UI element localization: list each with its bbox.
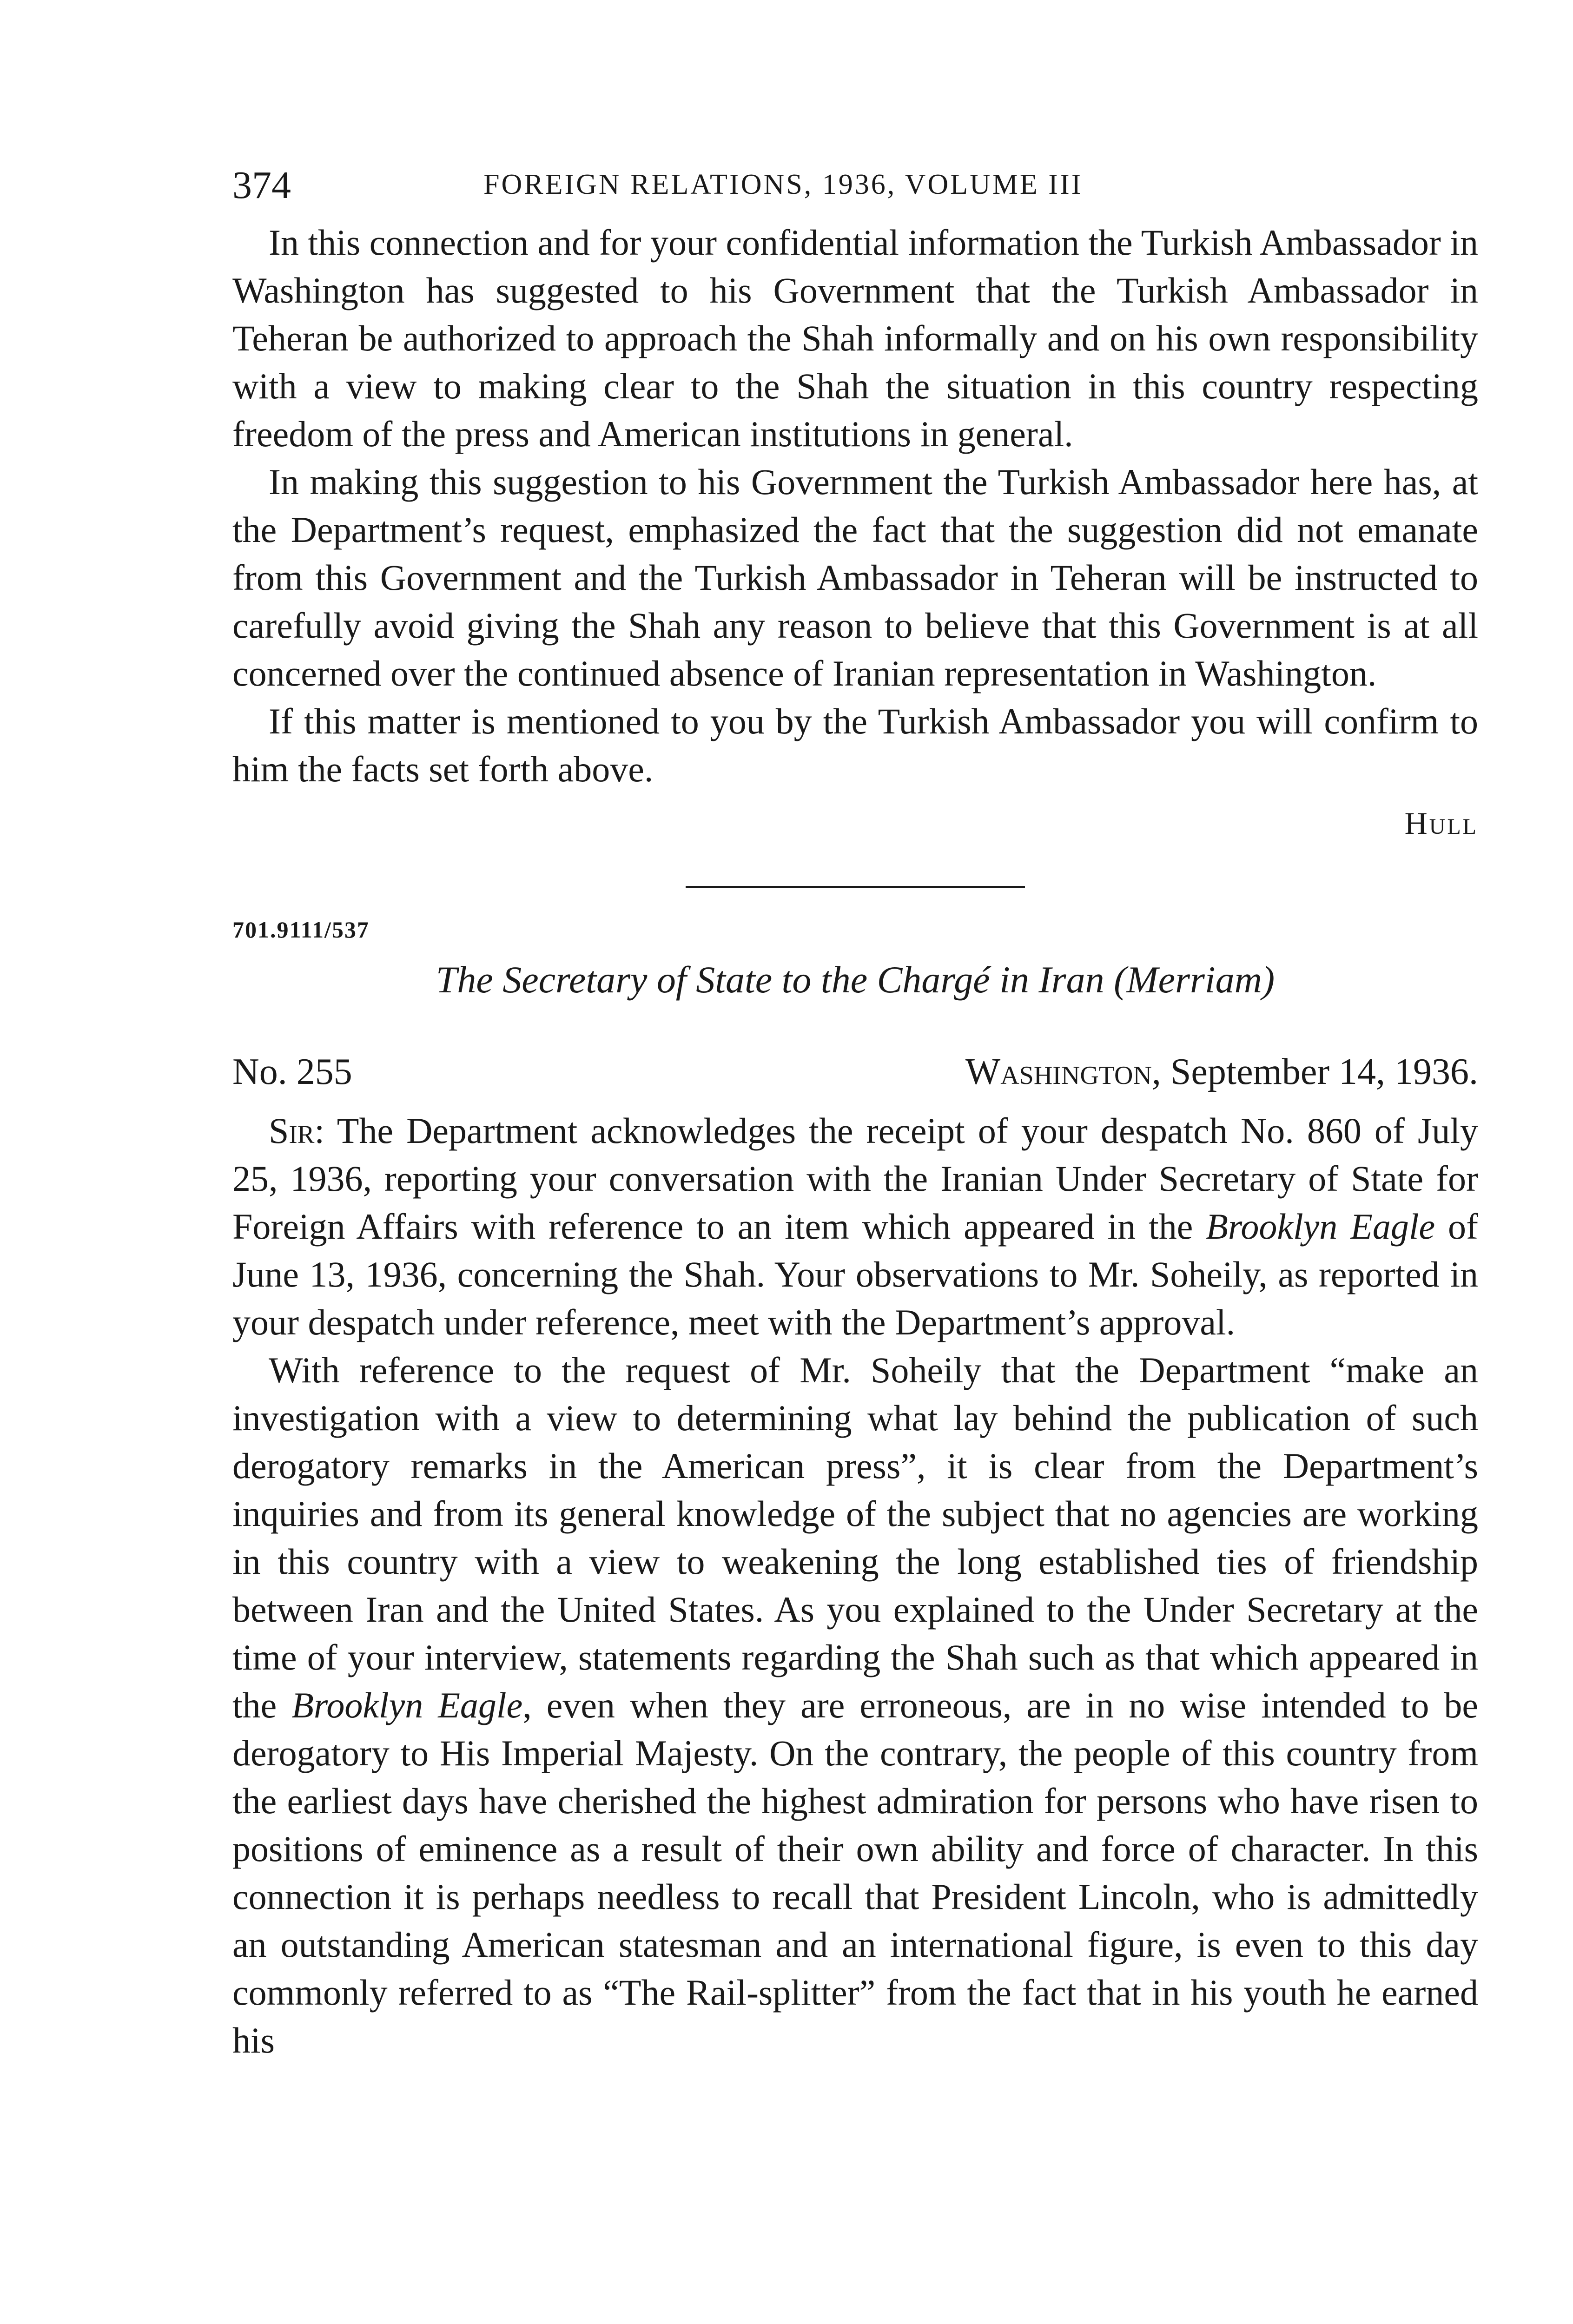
dateline: [232, 1051, 1478, 1107]
newspaper-name: Brooklyn Eagle: [291, 1685, 523, 1725]
paragraph: If this matter is mentioned to you by the Turkish Ambassador you will confirm to him the facts set forth above.: [232, 701, 1478, 789]
despatch-number: No. 255: [232, 1051, 352, 1092]
page: [232, 163, 1478, 2064]
running-head: [232, 163, 1478, 218]
paragraph: In making this suggestion to his Government the Turkish Ambassador here has, at the Department’s request, emphasized the fact that the suggestion did not emanate from this Government and the Turkish Ambassador in Teheran will be instructed to carefully avoid giving the Shah any reason to believe that this Government is at all concerned over the continued absence of Iranian representation in Washington.: [232, 462, 1478, 693]
place: Washington: [965, 1051, 1152, 1092]
file-number: 701.9111/537: [232, 917, 370, 943]
place-and-date: [965, 1051, 1478, 1093]
signature: Hull: [1404, 805, 1478, 841]
paragraph: [232, 1107, 1478, 1346]
paragraph-text: The Department acknowledges the receipt of your despatch No. 860 of July 25, 1936, reporting your conversation with the Iranian Under Secretary of State for Foreign Affairs with reference to an item which appeared in the: [232, 1110, 1478, 1247]
paragraph: In this connection and for your confidential information the Turkish Ambassador in Washington has suggested to his Government that the Turkish Ambassador in Teheran be authorized to approach the Shah informally and on his own responsibility with a view to making clear to the Shah the situation in this country respecting freedom of the press and American institutions in general.: [232, 222, 1478, 454]
running-title: FOREIGN RELATIONS, 1936, VOLUME III: [483, 169, 1083, 200]
first-document: [232, 218, 1478, 849]
paragraph-text: , even when they are erroneous, are in no wise intended to be derogatory to His Imperial Majesty. On the contrary, the people of this country from the earliest days have cherished the highest admiration for persons who have risen to positions of eminence as a result of their own ability and force of character. In this connection it is perhaps needless to recall that President Lincoln, who is admittedly an outstanding American statesman and an international figure, is even to this day commonly referred to as “The Rail-splitter” from the fact that in his youth he earned his: [232, 1685, 1478, 2060]
page-number: 374: [232, 164, 291, 207]
salutation: Sir:: [269, 1110, 325, 1151]
second-document: [232, 916, 1478, 2064]
date: , September 14, 1936.: [1151, 1051, 1478, 1092]
paragraph-text: of June 13, 1936, concerning the Shah. Your observations to Mr. Soheily, as reported in your despatch under reference, meet with the Department’s approval.: [232, 1206, 1478, 1342]
section-divider: [686, 886, 1025, 888]
paragraph: [232, 1346, 1478, 2064]
document-title: The Secretary of State to the Chargé in Iran (Merriam): [436, 958, 1275, 1001]
paragraph-text: With reference to the request of Mr. Soheily that the Department “make an investigation with a view to determining what lay behind the publication of such derogatory remarks in the American press”, it is clear from the Department’s inquiries and from its general knowledge of the subject that no agencies are working in this country with a view to weakening the long established ties of friendship between Iran and the United States. As you explained to the Under Secretary at the time of your interview, statements regarding the Shah such as that which appeared in the: [232, 1350, 1478, 1725]
newspaper-name: Brooklyn Eagle: [1206, 1206, 1435, 1247]
